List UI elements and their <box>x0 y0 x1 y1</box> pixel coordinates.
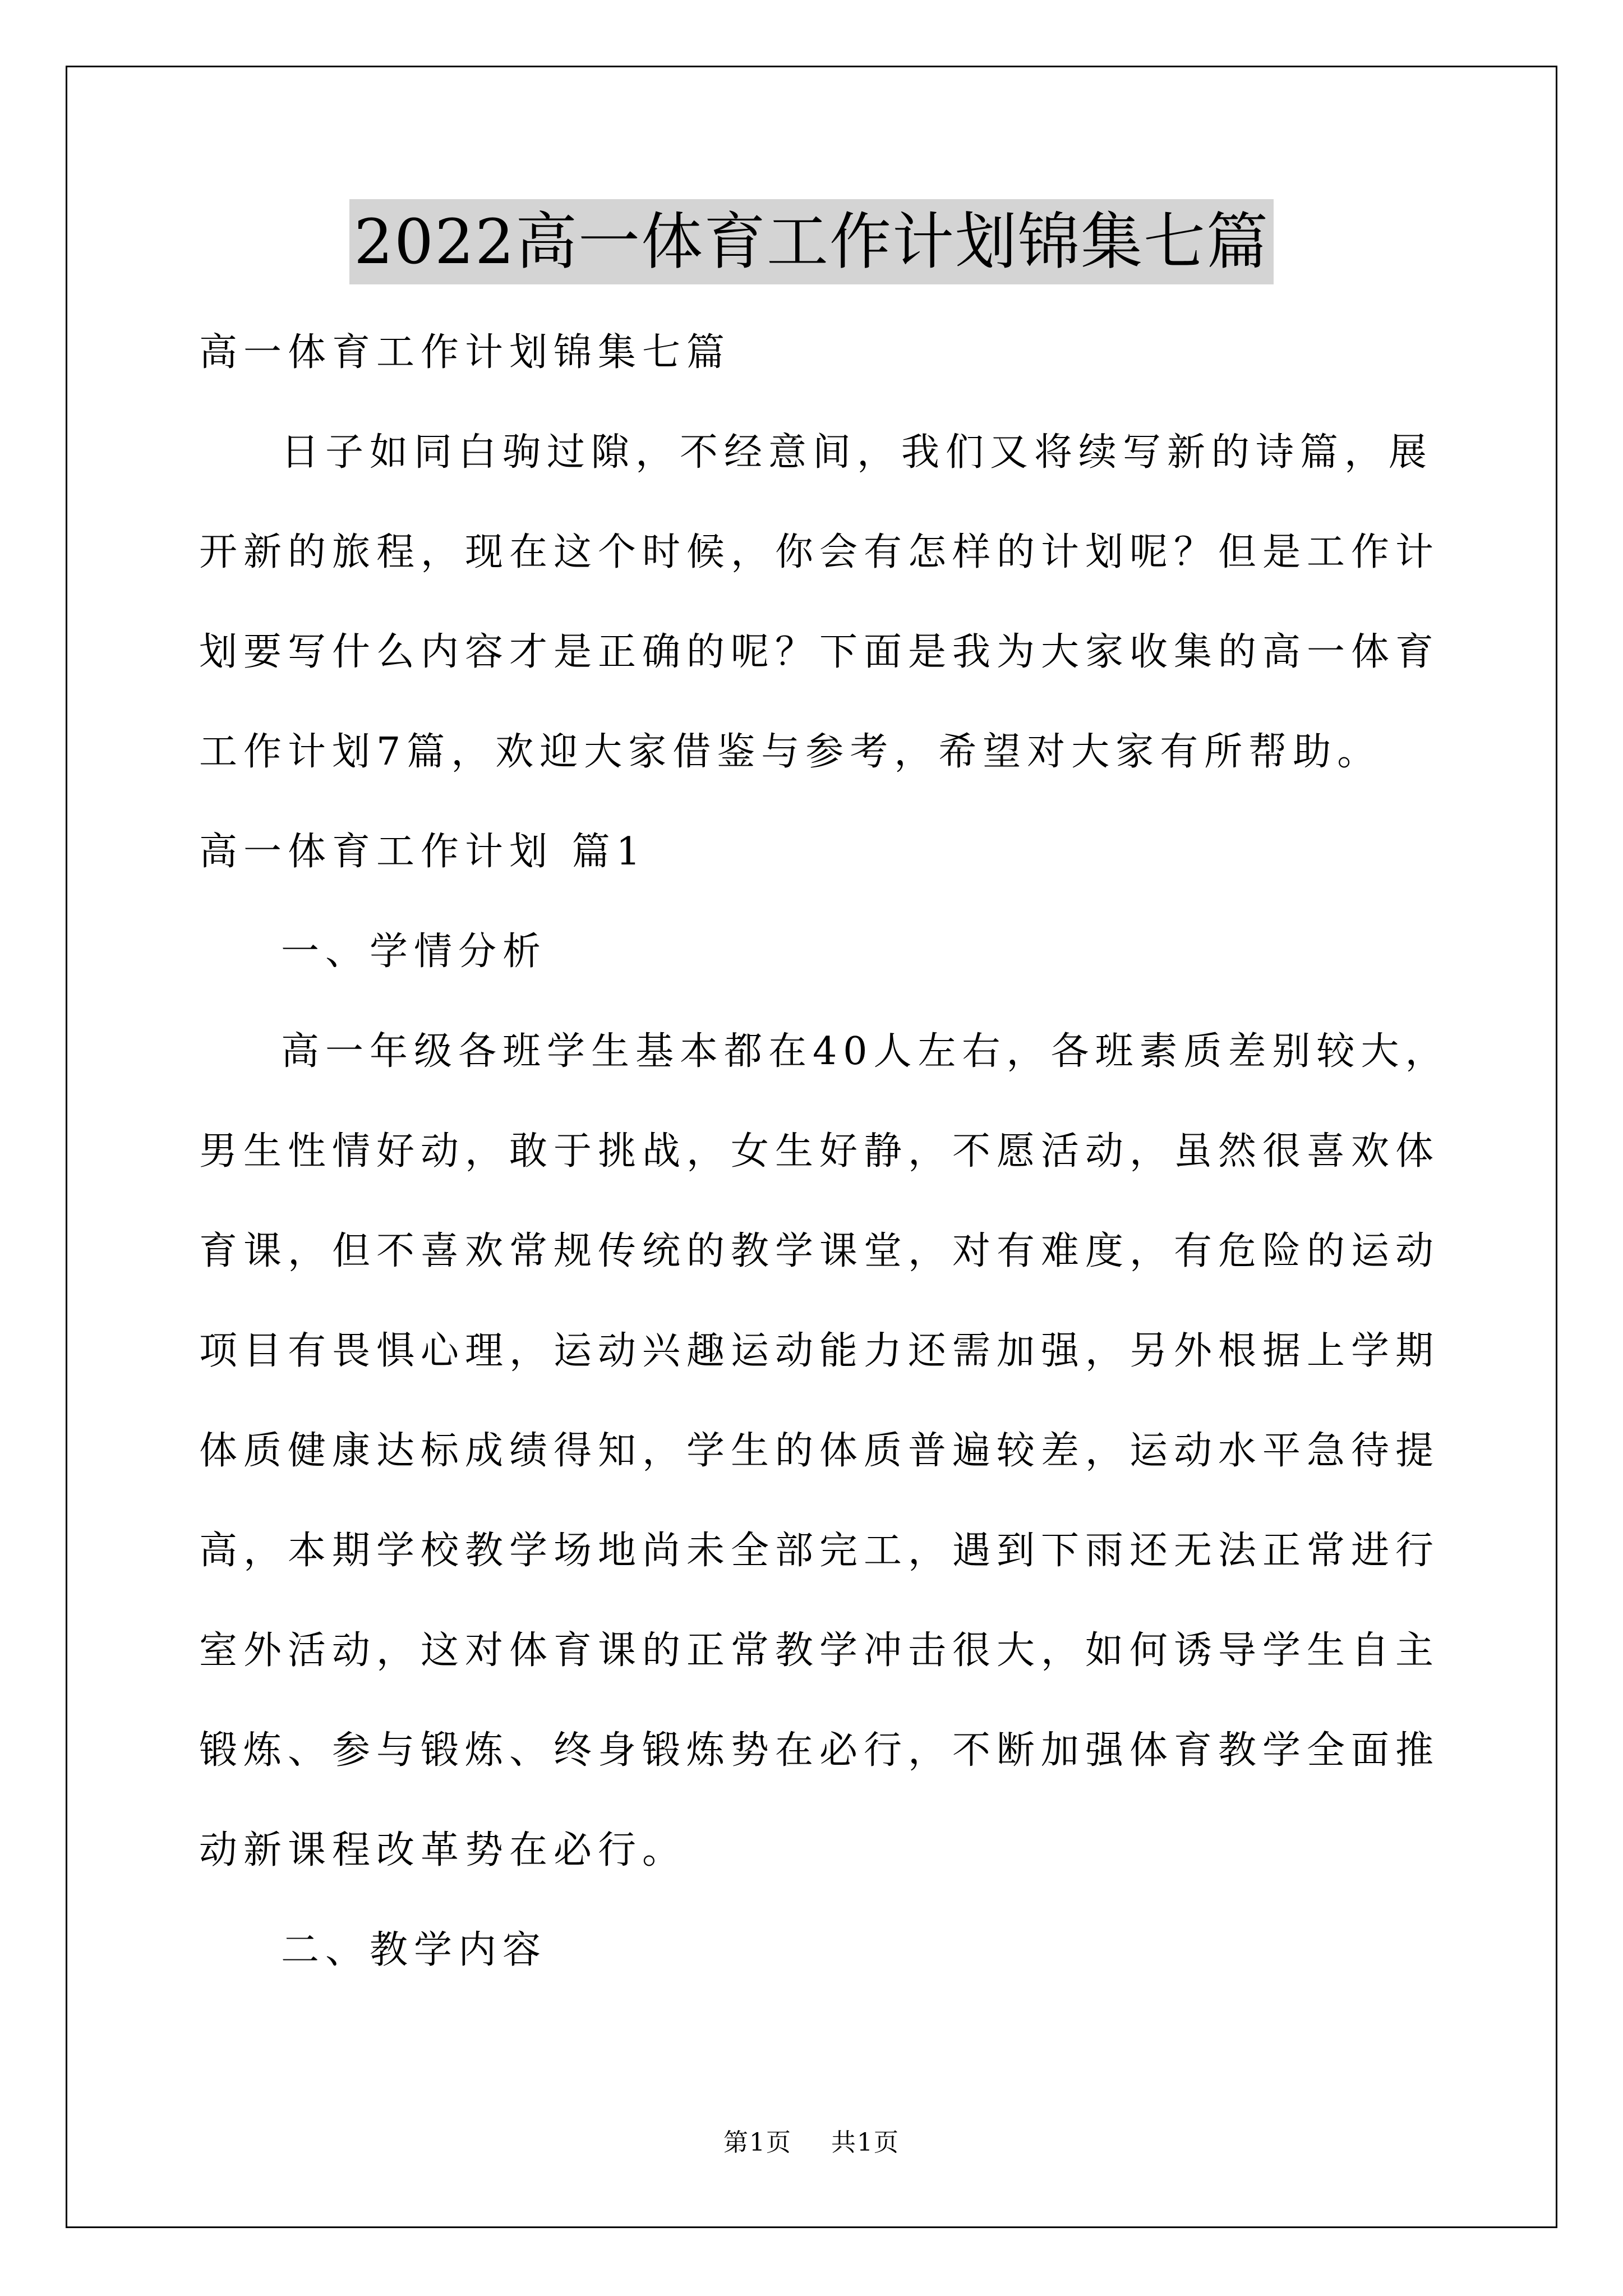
page-number: 第1页 <box>723 2128 792 2157</box>
page-footer <box>0 2126 1623 2160</box>
subtitle-line: 高一体育工作计划锦集七篇 <box>199 330 731 375</box>
analysis-paragraph: 高一年级各班学生基本都在40人左右，各班素质差别较大，男生性情好动，敢于挑战，女生好静，不愿活动，虽然很喜欢体育课，但不喜欢常规传统的教学课堂，对有难度，有危险的运动项目有畏惧心理，运动兴趣运动能力还需加强，另外根据上学期体质健康达标成绩得知，学生的体质普遍较差，运动水平急待提高，本期学校教学场地尚未全部完工，遇到下雨还无法正常进行室外活动，这对体育课的正常教学冲击很大，如何诱导学生自主锻炼、参与锻炼、终身锻炼势在必行，不断加强体育教学全面推动新课程改革势在必行。 <box>199 1029 1450 1872</box>
section-title: 高一体育工作计划 篇1 <box>199 830 647 874</box>
document-body <box>199 303 1455 2000</box>
heading-learning-analysis: 一、学情分析 <box>281 930 547 974</box>
document-title: 2022高一体育工作计划锦集七篇 <box>349 199 1274 284</box>
page-total: 共1页 <box>831 2128 900 2157</box>
intro-paragraph: 日子如同白驹过隙，不经意间，我们又将续写新的诗篇，展开新的旅程，现在这个时候，你会有怎样的计划呢？但是工作计划要写什么内容才是正确的呢？下面是我为大家收集的高一体育工作计划7篇，欢迎大家借鉴与参考，希望对大家有所帮助。 <box>199 430 1440 774</box>
heading-teaching-content: 二、教学内容 <box>281 1928 547 1972</box>
title-area <box>0 199 1623 284</box>
